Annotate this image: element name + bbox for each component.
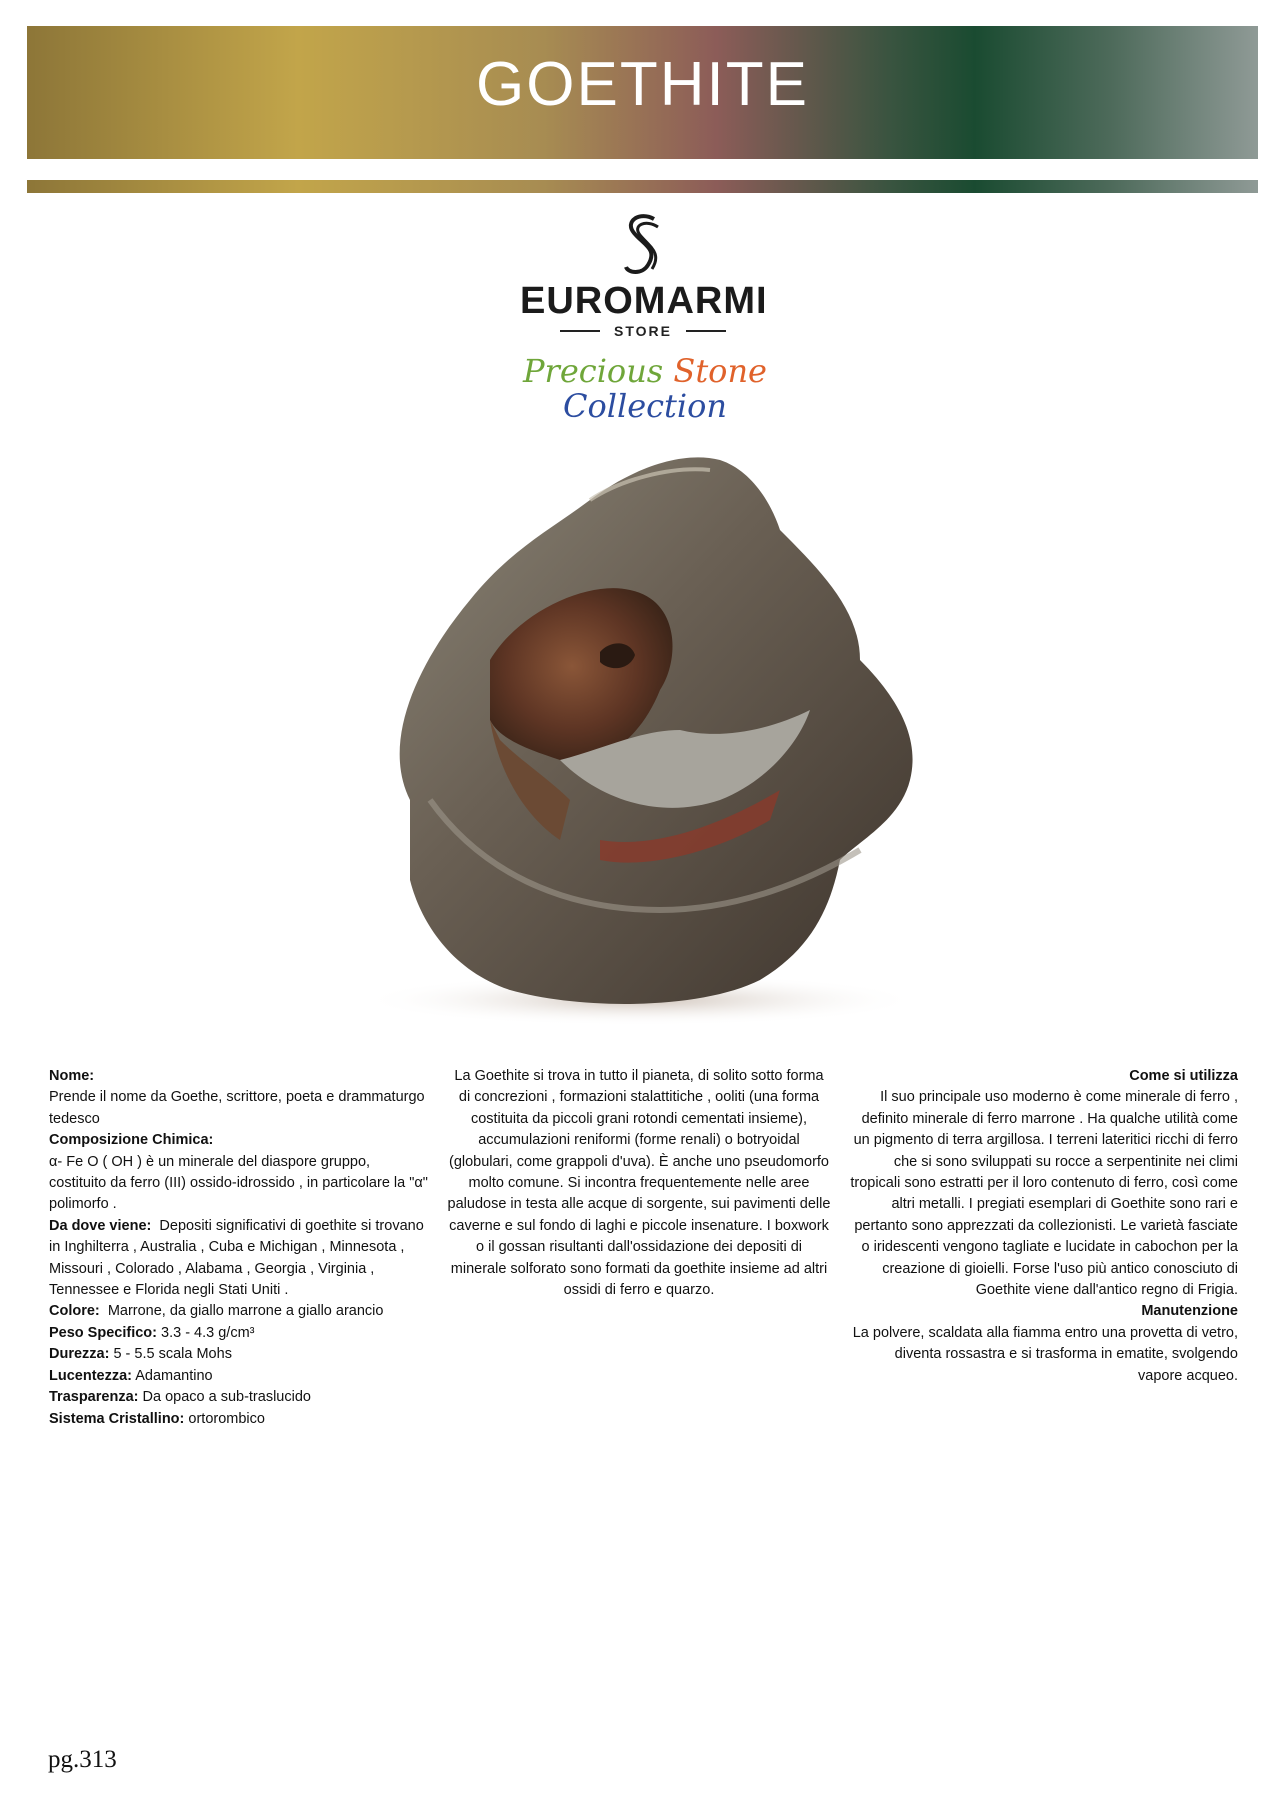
provenienza-label: Da dove viene: — [49, 1217, 152, 1234]
uso-text: Il suo principale uso moderno è come minerale di ferro , definito minerale di ferro marrone . Ha qualche utilità come un pigmento di terra argillosa. I terreni lateritici ricchi di ferro che si sono sviluppati su rocce a serpentinite nei climi tropicali sono estratti per il loro contenuto di ferro, così come altri metalli. I pregiati esemplari di Goethite sono rari e pertanto sono apprezzati da collezionisti. Le varietà fasciate o iridescenti vengono tagliate e lucidate in cabochon per la creazione di gioielli. Forse l'uso più antico conosciuto di Goethite viene dall'antico regno di Frigia. — [850, 1089, 1238, 1299]
collection-word-precious: Precious — [523, 352, 664, 390]
provenienza-block — [49, 1216, 429, 1302]
colore-block — [49, 1301, 429, 1322]
peso-text: 3.3 - 4.3 g/cm³ — [161, 1324, 255, 1341]
composizione-label: Composizione Chimica: — [49, 1132, 214, 1149]
collection-word-stone: Stone — [673, 352, 767, 390]
peso-label: Peso Specifico: — [49, 1324, 157, 1341]
durezza-label: Durezza: — [49, 1346, 110, 1363]
description-column — [447, 1066, 831, 1301]
peso-block — [49, 1323, 429, 1344]
manutenzione-text: La polvere, scaldata alla fiamma entro una provetta di vetro, diventa rossastra e si trasforma in ematite, svolgendo vapore acqueo. — [852, 1324, 1238, 1384]
page-number: pg.313 — [48, 1746, 117, 1773]
sistema-label: Sistema Cristallino: — [49, 1410, 185, 1427]
uso-label: Come si utilizza — [1129, 1068, 1238, 1084]
brand-store: STORE — [614, 323, 672, 339]
sistema-block — [49, 1409, 429, 1430]
colore-text: Marrone, da giallo marrone a giallo arancio — [107, 1303, 384, 1320]
goethite-specimen-photo — [300, 440, 980, 1030]
euromarmi-logo-icon — [618, 213, 666, 279]
nome-block — [49, 1066, 429, 1130]
manutenzione-label: Manutenzione — [1141, 1303, 1238, 1320]
lucentezza-text: Adamantino — [135, 1367, 213, 1384]
page-title: GOETHITE — [476, 50, 809, 119]
composizione-block — [49, 1130, 429, 1216]
collection-title — [470, 354, 820, 424]
nome-label: Nome: — [49, 1068, 95, 1084]
brand-store-row — [560, 322, 726, 340]
header-divider — [27, 180, 1258, 193]
sistema-text: ortorombico — [188, 1410, 265, 1427]
lucentezza-label: Lucentezza: — [49, 1367, 132, 1384]
provenienza-text: Depositi significativi di goethite si trovano in Inghilterra , Australia , Cuba e Michigan , Minnesota , Missouri , Colorado , Alabama , Georgia , Virginia , Tennessee e Florida negli Stati Uniti . — [49, 1217, 424, 1299]
trasparenza-text: Da opaco a sub-traslucido — [142, 1389, 311, 1406]
brand-name: EUROMARMI — [520, 280, 768, 322]
description-text: La Goethite si trova in tutto il pianeta, di solito sotto forma di concrezioni , formazioni stalattitiche , ooliti (una forma costituita da piccoli grani rotondi cementati insieme), accumulazioni reniformi (forme renali) o botryoidal (globulari, come grappoli d'uva). È anche uno pseudomorfo molto comune. Si incontra frequentemente nelle aree paludose in testa alle acque di sorgente, sui pavimenti delle caverne e sul fondo di laghi e piccole insenature. I boxwork o il gossan risultanti dall'ossidazione dei depositi di minerale solforato sono formati da goethite insieme ad altri ossidi di ferro e quarzo. — [447, 1068, 831, 1299]
trasparenza-label: Trasparenza: — [49, 1389, 139, 1406]
properties-column — [49, 1066, 429, 1430]
nome-text: Prende il nome da Goethe, scrittore, poeta e drammaturgo tedesco — [49, 1089, 425, 1127]
colore-label: Colore: — [49, 1303, 100, 1320]
composizione-text: α- Fe O ( OH ) è un minerale del diaspore gruppo, costituito da ferro (III) ossido-idrossido , in particolare la "α" polimorfo . — [49, 1153, 428, 1213]
trasparenza-block — [49, 1387, 429, 1408]
durezza-text: 5 - 5.5 scala Mohs — [113, 1346, 232, 1363]
title-banner — [27, 26, 1258, 159]
durezza-block — [49, 1344, 429, 1365]
usage-column — [848, 1066, 1238, 1387]
lucentezza-block — [49, 1366, 429, 1387]
collection-word-collection: Collection — [562, 387, 728, 426]
